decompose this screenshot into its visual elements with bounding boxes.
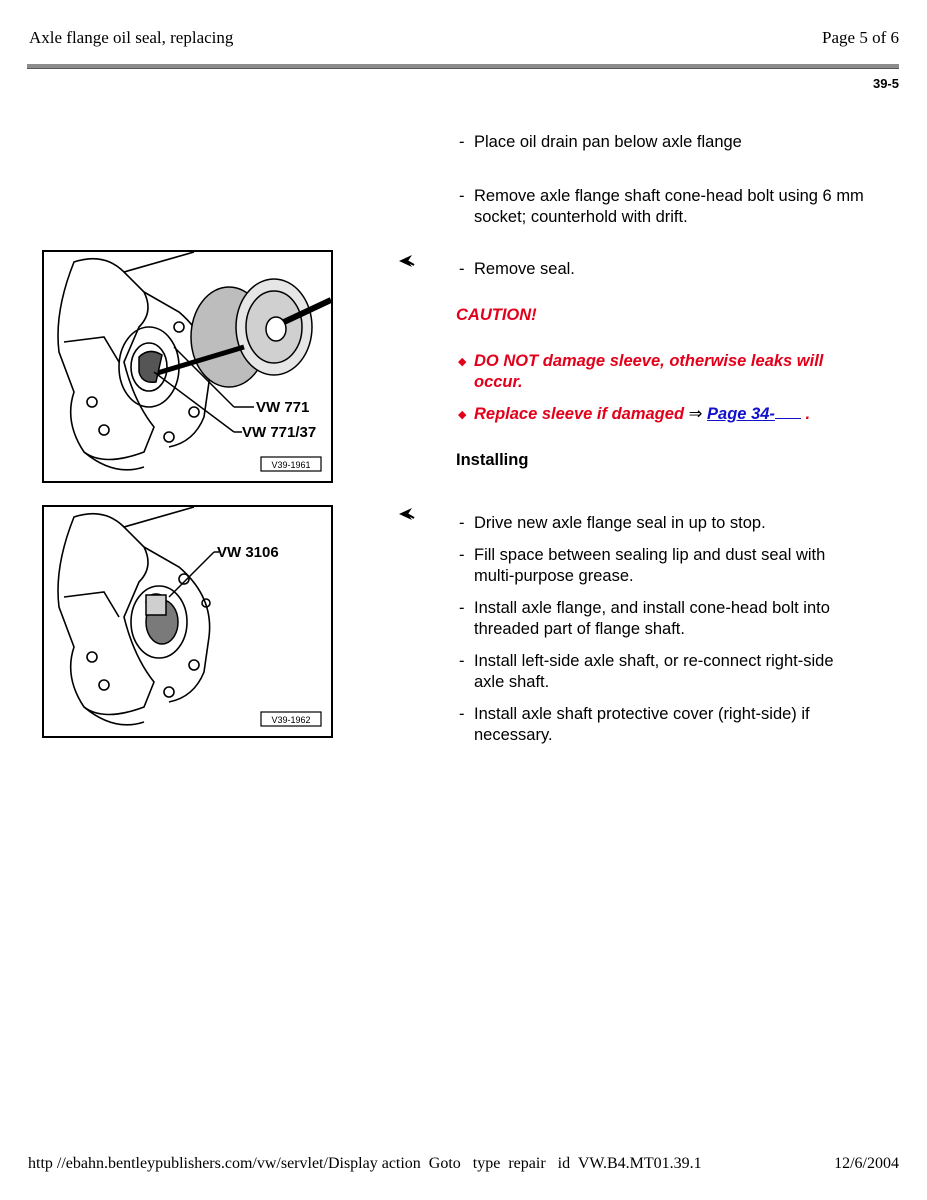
step-list-remove [456,259,886,280]
section-number: 39-5 [872,76,899,91]
tool-label-vw771-37: VW 771/37 [242,424,317,441]
install-step-3: - Install axle flange, and install cone-head bolt into threaded part of flange shaft. [456,598,868,640]
header-divider [27,64,899,69]
diamond-bullet-icon: ◆ [458,356,467,368]
step-remove-seal: - Remove seal. [456,259,886,280]
link-underline [775,418,801,419]
installing-heading: Installing [456,451,529,469]
tool-label-vw3106: VW 3106 [217,544,279,561]
install-step-1: - Drive new axle flange seal in up to stop. [456,513,868,534]
page-number: Page 5 of 6 [822,28,899,47]
caution-item-1: ◆ DO NOT damage sleeve, otherwise leaks will occur. [458,352,824,391]
install-step-4: - Install left-side axle shaft, or re-connect right-side axle shaft. [456,651,868,693]
figure-code-2: V39-1962 [271,715,311,725]
page-link[interactable]: Page 34- [707,405,775,423]
step-list-top-2 [456,186,866,228]
transmission-illustration-2 [44,507,331,736]
footer-date: 12/6/2004 [834,1155,899,1172]
install-step-5: - Install axle shaft protective cover (right-side) if necessary. [456,704,868,746]
transmission-illustration-1 [44,252,331,481]
step-remove-bolt: - Remove axle flange shaft cone-head bolt using 6 mm socket; counterhold with drift. [456,186,866,228]
diamond-bullet-icon: ◆ [458,409,467,421]
caution-item-2: ◆ Replace sleeve if damaged ⇒ Page 34- . [456,404,886,425]
step-drain-pan: - Place oil drain pan below axle flange [456,132,886,153]
reference-arrow: ⇒ [688,405,703,423]
page-title: Axle flange oil seal, replacing [29,28,234,47]
figure-remove-seal [42,250,333,483]
pointer-arrow-icon [398,253,416,269]
install-step-2: - Fill space between sealing lip and dust seal with multi-purpose grease. [456,545,868,587]
figure-install-seal [42,505,333,738]
footer-url: http //ebahn.bentleypublishers.com/vw/servlet/Display action Goto type repair id VW.B4.MT01.39.1 [28,1155,702,1172]
tool-label-vw771: VW 771 [256,399,310,416]
pointer-arrow-icon [398,506,416,522]
caution-title: CAUTION! [456,306,537,324]
figure-code-1: V39-1961 [271,460,311,470]
step-list-top [456,132,886,153]
installing-steps [456,513,868,746]
